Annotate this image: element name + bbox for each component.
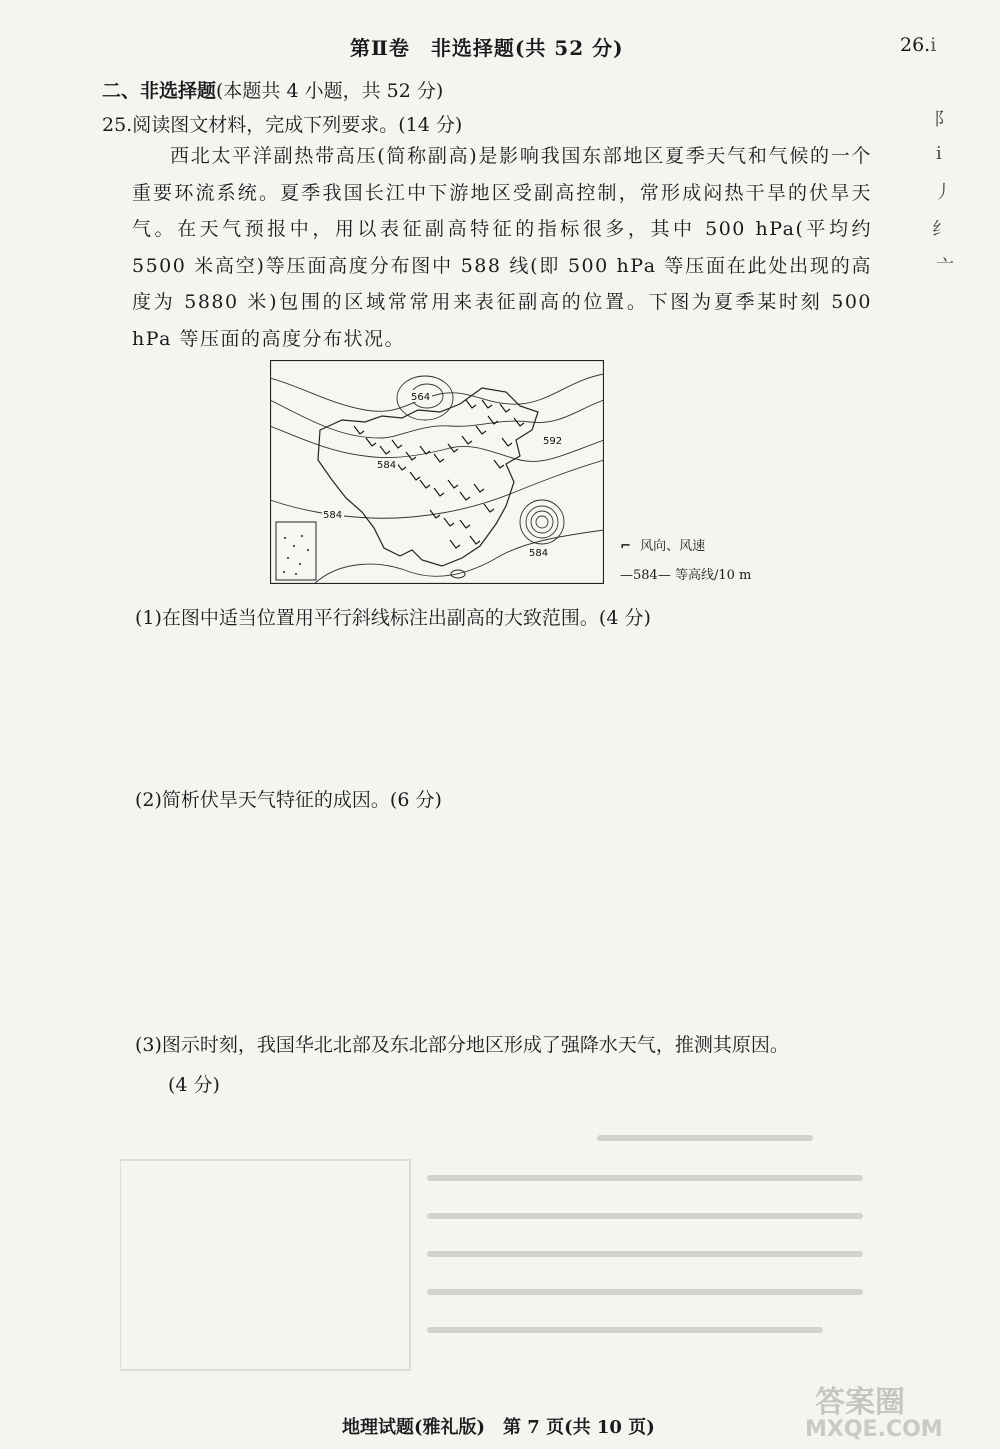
section-title	[102, 76, 443, 103]
question-25-material: 西北太平洋副热带高压(简称副高)是影响我国东部地区夏季天气和气候的一个重要环流系统。夏季我国长江中下游地区受副高控制，常形成闷热干旱的伏旱天气。在天气预报中，用以表征副高特征的指标很多，其中 500 hPa(平均约 5500 米高空)等压面高度分布图中 588 线(即 500 hPa 等压面在此处出现的高度为 5880 米)包围的区域常常用来表征副高的位置。下图为夏季某时刻 500 hPa 等压面的高度分布状况。	[132, 145, 872, 350]
map-legend	[620, 535, 751, 593]
section-header: 第Ⅱ卷 非选择题(共 52 分)	[350, 36, 624, 60]
svg-text:MXQE.COM: MXQE.COM	[805, 1417, 943, 1440]
edge-char: 阝	[934, 109, 952, 130]
bleed-through-texture	[120, 1120, 900, 1380]
edge-char: 亠	[936, 256, 954, 277]
page-footer: 地理试题(雅礼版) 第 7 页(共 10 页)	[342, 1417, 655, 1438]
contour-label: 584	[529, 548, 549, 559]
legend-wind: ⌐ 风向、风速	[620, 539, 706, 554]
contour-label: 592	[543, 436, 563, 447]
question-25-title: 25.阅读图文材料，完成下列要求。(14 分)	[102, 114, 463, 136]
edge-char: 纟	[932, 219, 950, 240]
subquestion-3-score: (4 分)	[168, 1074, 220, 1096]
section-note: (本题共 4 小题，共 52 分)	[216, 80, 444, 102]
contour-label: 584	[377, 460, 397, 471]
watermark-logo	[795, 1380, 990, 1440]
contour-sample: —584—	[620, 568, 671, 583]
legend-contour: —584— 等高线/10 m	[620, 568, 752, 583]
subquestion-3: (3)图示时刻，我国华北北部及东北部分地区形成了强降水天气，推测其原因。	[135, 1034, 789, 1056]
svg-text:答案圈: 答案圈	[815, 1385, 905, 1420]
next-question-number: 26.i	[900, 34, 937, 56]
section-label: 二、非选择题	[102, 80, 217, 102]
subquestion-1: (1)在图中适当位置用平行斜线标注出副高的大致范围。(4 分)	[135, 607, 651, 629]
cropped-glyph: i	[930, 34, 937, 56]
edge-char: i	[936, 143, 942, 164]
subquestion-2: (2)简析伏旱天气特征的成因。(6 分)	[135, 789, 442, 811]
contour-label: 584	[323, 510, 343, 521]
wind-barb-icon: ⌐	[620, 539, 631, 554]
contour-label: 564	[411, 392, 431, 403]
contour-map	[270, 360, 604, 584]
edge-char: 丿	[934, 182, 952, 203]
